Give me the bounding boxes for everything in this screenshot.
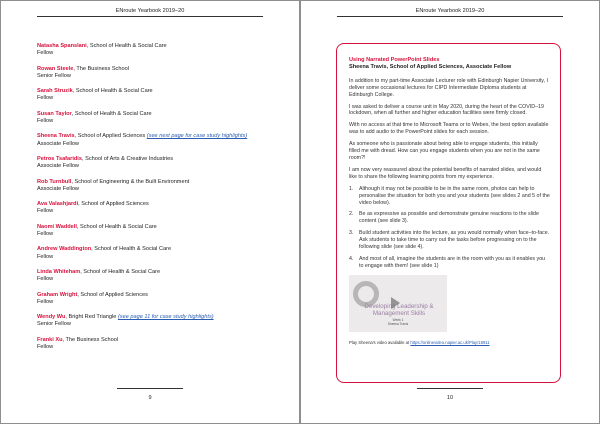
fellow-school: , School of Applied Sciences (74, 133, 147, 140)
fellowship-role: Fellow (37, 344, 54, 351)
fellow-name: Sheena Travis (37, 133, 75, 140)
fellow-school: , School of Health & Social Care (72, 88, 153, 95)
fellow-name: Graham Wright (37, 291, 78, 298)
paragraph: In addition to my part-time Associate Lecturer role with Edinburgh Napier University, I deliver some occasional lectures for CIPD Intermediate Diploma students at Edinburgh College. (349, 77, 548, 98)
list-item: 4. And most of all, imagine the students are in the room with you as it enables you to engage with them! (see slide 1) (349, 255, 546, 269)
fellow-list (37, 43, 287, 359)
fellow-entry (37, 66, 287, 89)
left-page (1, 1, 299, 423)
fellow-entry (37, 314, 287, 337)
fellow-school: , School of Applied Sciences (77, 291, 148, 298)
video-subtitle: Week 1 Sheena Travis (387, 317, 409, 326)
video-thumbnail[interactable] (349, 275, 447, 332)
case-study-box (336, 43, 561, 383)
fellow-name: Petros Tsafaridis (37, 155, 82, 162)
running-header: ENroute Yearbook 2019–20 (37, 8, 263, 17)
fellowship-role: Fellow (37, 95, 54, 102)
footer-divider (417, 388, 483, 389)
fellow-entry (37, 337, 287, 360)
fellow-school: , Bright Red Triangle (65, 314, 118, 321)
fellow-entry (37, 43, 287, 66)
page-number: 10 (446, 395, 454, 401)
case-study-author: Sheena Travis, School of Applied Sciences, Associate Fellow (349, 63, 512, 70)
paragraph: As someone who is passionate about being able to engage students, this initially filled me with dread. How can you engage students when you are not in the same room?! (349, 141, 540, 161)
fellowship-role: Senior Fellow (37, 72, 71, 79)
case-study-title: Using Narrated PowerPoint Slides (349, 57, 440, 63)
fellow-entry (37, 156, 287, 179)
fellow-name: Sarah Struzik (37, 88, 73, 95)
fellow-entry (37, 133, 287, 156)
fellow-school: , School of Health & Social Care (80, 268, 161, 275)
fellow-entry (37, 111, 287, 134)
fellowship-role: Fellow (37, 276, 54, 283)
fellowship-role: Fellow (37, 50, 54, 57)
fellow-school: , The Business School (62, 336, 119, 343)
video-link[interactable]: https://onlinevideo.napier.ac.uk/Play/18911 (410, 339, 490, 345)
list-item: 2. Be as expressive as possible and demonstrate genuine reactions to the slide content (see slide 3). (349, 211, 539, 225)
fellow-entry (37, 246, 287, 269)
fellow-school: , School of Arts & Creative Industries (81, 155, 174, 162)
fellowship-role: Associate Fellow (37, 140, 79, 147)
fellow-name: Susan Taylor (37, 110, 72, 117)
fellow-name: Ava Valashjardi (37, 201, 79, 208)
paragraph: I am now very reassured about the potential benefits of narrated slides, and would like to share the following learning points from my experience. (349, 166, 542, 180)
fellow-entry (37, 269, 287, 292)
list-item: 1. Although it may not be possible to be in the same room, photos can help to personalise the situation for both you and your students (see slides 2 and 5 of the video below). (349, 185, 550, 206)
fellow-entry (37, 292, 287, 315)
fellow-name: Natasha Spanslani (37, 43, 87, 49)
fellow-school: , The Business School (73, 65, 129, 72)
right-page (301, 1, 599, 423)
fellow-name: Naomi Waddell (37, 223, 77, 230)
fellow-entry (37, 224, 287, 247)
fellow-entry (37, 88, 287, 111)
paragraph: With no access at that time to Microsoft Teams or to Webex, the best option available was to add audio to the PowerPoint slides for each session. (349, 122, 549, 136)
fellowship-role: Fellow (37, 118, 54, 125)
fellow-entry (37, 179, 287, 202)
fellow-school: , School of Applied Sciences (78, 201, 149, 208)
video-caption: Play Sheena's video available at https://onlinevideo.napier.ac.uk/Play/18911 (349, 339, 490, 345)
page-number: 9 (148, 395, 152, 401)
video-title-line: Management Skills (372, 309, 426, 317)
fellow-name: Linda Whiteham (37, 268, 81, 275)
paragraph: I was asked to deliver a course unit in May 2020, during the heart of the COVID–19 lockdown, when all further and higher education facilities were firmly closed. (349, 103, 544, 117)
fellowship-role: Fellow (37, 253, 54, 260)
fellow-school: , School of Engineering & the Built Environment (71, 178, 190, 185)
fellow-entry (37, 201, 287, 224)
fellow-name: Franki Xu (37, 336, 63, 343)
running-header: ENroute Yearbook 2019–20 (337, 8, 563, 17)
play-icon[interactable] (391, 297, 400, 309)
fellowship-role: Fellow (37, 231, 54, 238)
fellowship-role: Associate Fellow (37, 185, 79, 192)
fellow-name: Rob Turnbull (37, 178, 72, 185)
video-title-line: Developing Leadership & (364, 302, 434, 310)
fellowship-role: Fellow (37, 208, 54, 215)
fellow-name: Wendy Wu (37, 314, 66, 321)
fellow-name: Andrew Waddington (37, 246, 92, 253)
footer-divider (117, 388, 183, 389)
fellow-school: , School of Health & Social Care (86, 43, 167, 49)
fellow-school: , School of Health & Social Care (91, 246, 172, 253)
learning-points-list (349, 186, 550, 270)
fellowship-role: Associate Fellow (37, 163, 79, 170)
case-study-link[interactable]: (see next page for case study highlights) (146, 133, 248, 140)
fellowship-role: Senior Fellow (37, 321, 71, 328)
list-item: 3. Build student activities into the lecture, as you would normally when face–to-face. Ask students to take time to carry out the tasks before progressing on to the following slide (see slide 4). (349, 230, 550, 251)
case-study-link[interactable]: (see page 11 for case study highlights) (117, 314, 214, 321)
fellow-name: Rowan Steele (37, 65, 74, 72)
fellow-school: , School of Health & Social Care (71, 110, 152, 117)
fellowship-role: Fellow (37, 298, 54, 305)
fellow-school: , School of Health & Social Care (76, 223, 157, 230)
